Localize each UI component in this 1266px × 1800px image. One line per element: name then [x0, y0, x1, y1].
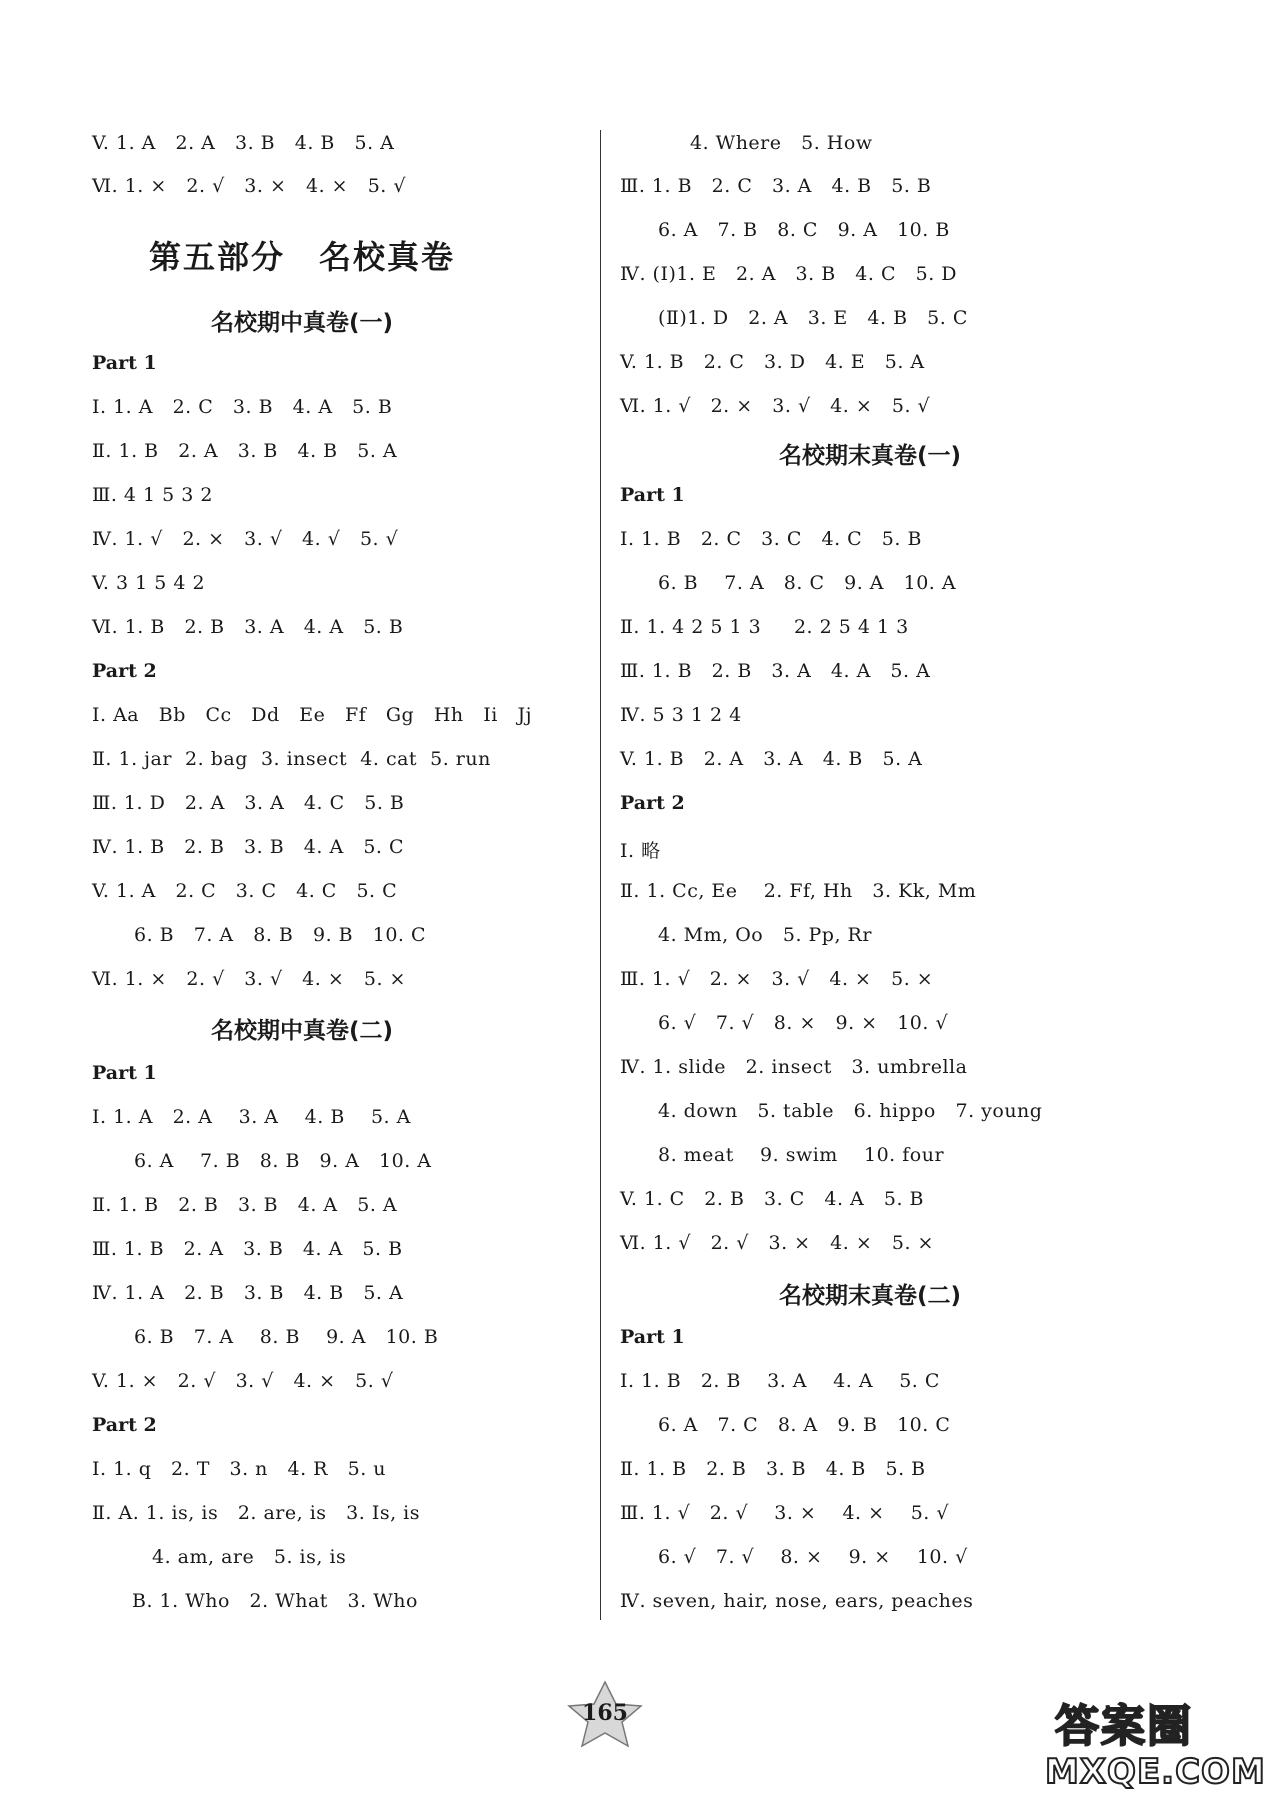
answer-line: Ⅰ. 1. A 2. A 3. A 4. B 5. A: [92, 1106, 411, 1128]
answer-line: Ⅱ. 1. 4 2 5 1 3 2. 2 5 4 1 3: [620, 616, 909, 638]
section-title: 第五部分 名校真卷: [148, 238, 455, 276]
answer-line: Ⅵ. 1. √ 2. × 3. √ 4. × 5. √: [620, 395, 931, 417]
answer-line: Ⅳ. 1. slide 2. insect 3. umbrella: [620, 1056, 968, 1078]
part-label: Part 1: [92, 1062, 157, 1084]
answer-line: 6. √ 7. √ 8. × 9. × 10. √: [658, 1012, 949, 1034]
answer-line: Ⅲ. 1. D 2. A 3. A 4. C 5. B: [92, 792, 405, 814]
answer-line: Ⅱ. A. 1. is, is 2. are, is 3. Is, is: [92, 1502, 420, 1524]
answer-line: Ⅳ. 1. √ 2. × 3. √ 4. √ 5. √: [92, 528, 399, 550]
answer-line: Ⅱ. 1. Cc, Ee 2. Ff, Hh 3. Kk, Mm: [620, 880, 977, 902]
answer-line: 6. A 7. C 8. A 9. B 10. C: [658, 1414, 951, 1436]
exam-title: 名校期中真卷(一): [210, 310, 394, 336]
answer-line: Ⅳ. 1. B 2. B 3. B 4. A 5. C: [92, 836, 405, 858]
answer-line: Ⅰ. 1. B 2. B 3. A 4. A 5. C: [620, 1370, 940, 1392]
answer-line: Ⅲ. 1. B 2. B 3. A 4. A 5. A: [620, 660, 931, 682]
answer-line: Ⅰ. 1. B 2. C 3. C 4. C 5. B: [620, 528, 922, 550]
part-label: Part 2: [92, 1414, 157, 1436]
answer-line: 4. am, are 5. is, is: [152, 1546, 347, 1568]
answer-line: Ⅲ. 4 1 5 3 2: [92, 484, 214, 506]
answer-line: Ⅲ. 1. √ 2. √ 3. × 4. × 5. √: [620, 1502, 949, 1524]
answer-line: Ⅵ. 1. B 2. B 3. A 4. A 5. B: [92, 616, 404, 638]
answer-line: 4. Mm, Oo 5. Pp, Rr: [658, 924, 872, 946]
answer-line: Ⅳ. (Ⅰ)1. E 2. A 3. B 4. C 5. D: [620, 263, 958, 285]
page-number-text: 165: [582, 1700, 628, 1726]
exam-title: 名校期末真卷(一): [778, 443, 962, 469]
column-divider: [600, 130, 601, 1620]
answer-line: Ⅱ. 1. B 2. A 3. B 4. B 5. A: [92, 440, 398, 462]
answer-line: V. 1. B 2. A 3. A 4. B 5. A: [620, 748, 923, 770]
answer-line: V. 3 1 5 4 2: [92, 572, 206, 594]
part-label: Part 1: [620, 484, 685, 506]
answer-line: V. 1. C 2. B 3. C 4. A 5. B: [620, 1188, 925, 1210]
answer-line: Ⅲ. 1. B 2. A 3. B 4. A 5. B: [92, 1238, 403, 1260]
part-label: Part 1: [620, 1326, 685, 1348]
watermark-bottom: MXQE.COM: [1045, 1752, 1266, 1792]
watermark-logo: [1045, 1690, 1266, 1795]
answer-line: Ⅰ. 1. A 2. C 3. B 4. A 5. B: [92, 396, 393, 418]
answer-line: 6. A 7. B 8. C 9. A 10. B: [658, 219, 950, 241]
part-label: Part 1: [92, 352, 157, 374]
answer-line: Ⅵ. 1. × 2. √ 3. × 4. × 5. √: [92, 175, 406, 197]
exam-title: 名校期末真卷(二): [778, 1283, 962, 1309]
answer-line: 6. B 7. A 8. C 9. A 10. A: [658, 572, 957, 594]
answer-line: Ⅲ. 1. B 2. C 3. A 4. B 5. B: [620, 175, 932, 197]
answer-line: V. 1. × 2. √ 3. √ 4. × 5. √: [92, 1370, 394, 1392]
answer-line: 4. down 5. table 6. hippo 7. young: [658, 1100, 1043, 1122]
answer-line: V. 1. B 2. C 3. D 4. E 5. A: [620, 351, 925, 373]
part-label: Part 2: [92, 660, 157, 682]
answer-line: 4. Where 5. How: [690, 132, 873, 154]
answer-line: Ⅳ. seven, hair, nose, ears, peaches: [620, 1590, 974, 1612]
answer-line: 8. meat 9. swim 10. four: [658, 1144, 945, 1166]
answer-line: 6. B 7. A 8. B 9. A 10. B: [134, 1326, 439, 1348]
answer-line: Ⅱ. 1. B 2. B 3. B 4. A 5. A: [92, 1194, 398, 1216]
answer-line: Ⅲ. 1. √ 2. × 3. √ 4. × 5. ×: [620, 968, 934, 990]
answer-line: (Ⅱ)1. D 2. A 3. E 4. B 5. C: [658, 307, 968, 329]
part-label: Part 2: [620, 792, 685, 814]
answer-line: Ⅰ. Aa Bb Cc Dd Ee Ff Gg Hh Ii Jj: [92, 704, 532, 726]
answer-line: Ⅱ. 1. jar 2. bag 3. insect 4. cat 5. run: [92, 748, 491, 770]
answer-line: Ⅳ. 1. A 2. B 3. B 4. B 5. A: [92, 1282, 404, 1304]
answer-line: 6. √ 7. √ 8. × 9. × 10. √: [658, 1546, 968, 1568]
answer-line: Ⅵ. 1. × 2. √ 3. √ 4. × 5. ×: [92, 968, 406, 990]
answer-line: 6. B 7. A 8. B 9. B 10. C: [134, 924, 427, 946]
answer-line: V. 1. A 2. C 3. C 4. C 5. C: [92, 880, 398, 902]
answer-line: Ⅳ. 5 3 1 2 4: [620, 704, 742, 726]
answer-line: Ⅰ. 1. q 2. T 3. n 4. R 5. u: [92, 1458, 387, 1480]
answer-line: 6. A 7. B 8. B 9. A 10. A: [134, 1150, 432, 1172]
answer-line: Ⅱ. 1. B 2. B 3. B 4. B 5. B: [620, 1458, 926, 1480]
answer-line: V. 1. A 2. A 3. B 4. B 5. A: [92, 132, 395, 154]
exam-title: 名校期中真卷(二): [210, 1018, 394, 1044]
answer-line: Ⅵ. 1. √ 2. √ 3. × 4. × 5. ×: [620, 1232, 934, 1254]
answer-line: B. 1. Who 2. What 3. Who: [132, 1590, 418, 1612]
page-number: [555, 1680, 655, 1750]
answer-line: Ⅰ. 略: [620, 840, 661, 862]
watermark-top: 答案圈: [1055, 1701, 1193, 1752]
